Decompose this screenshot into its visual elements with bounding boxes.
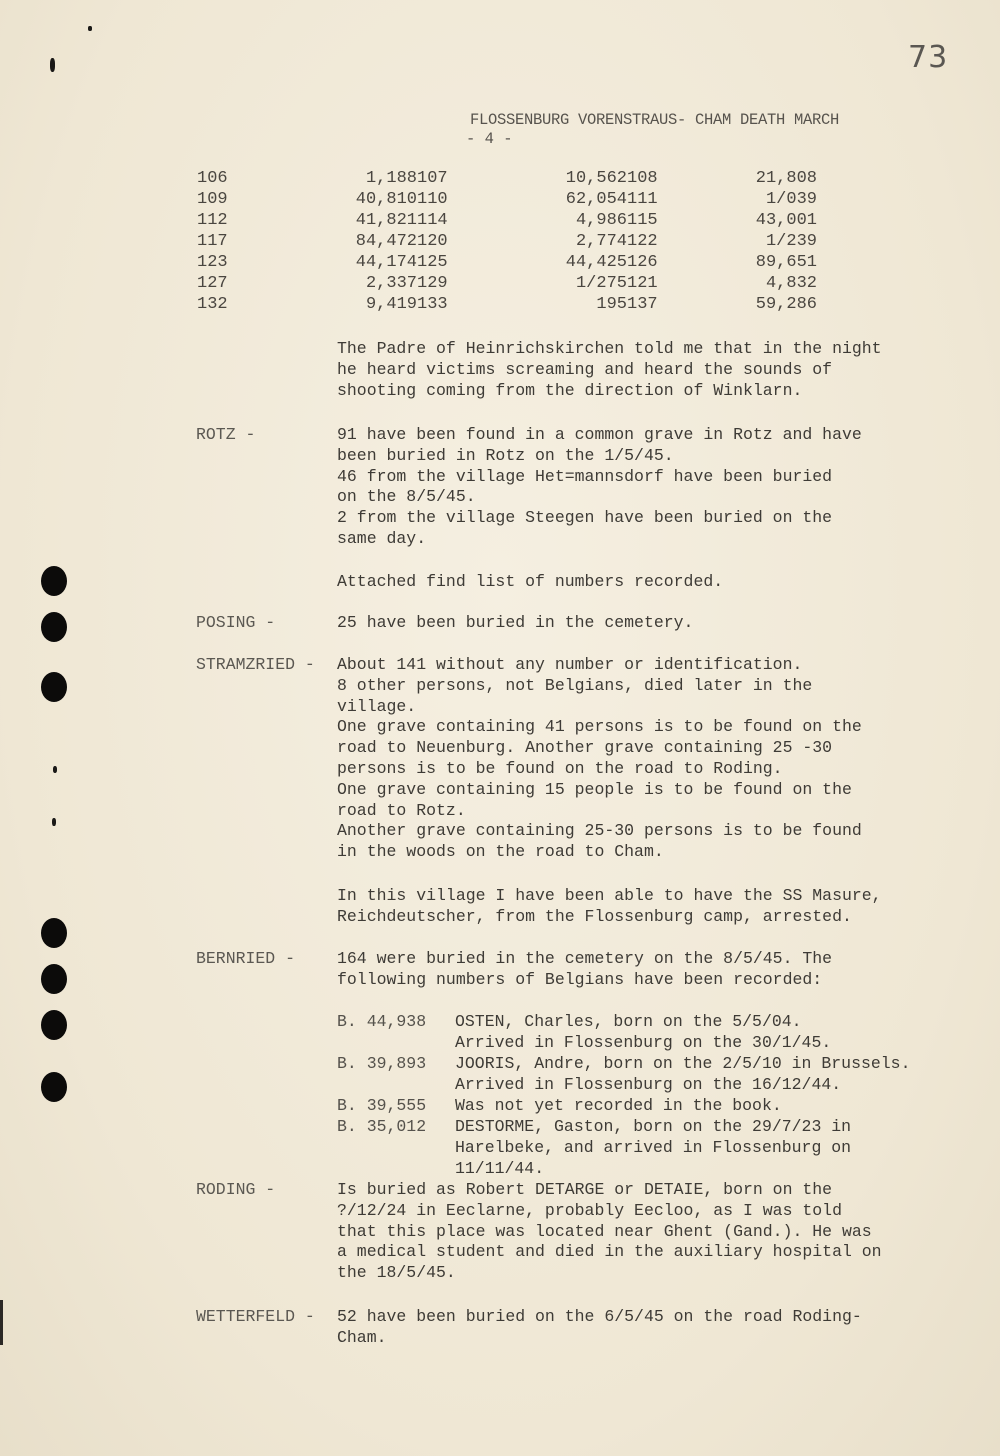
entry-index-cell: 123 xyxy=(197,253,228,272)
prisoner-count-cell: 1,188 xyxy=(365,169,417,188)
number-table-row xyxy=(197,252,817,273)
document-page-marker: - 4 - xyxy=(466,130,513,148)
prisoner-number: B. 39,555 xyxy=(337,1096,427,1115)
wetterfeld-text: 52 have been buried on the 6/5/45 on the road Roding- Cham. xyxy=(337,1307,862,1347)
entry-index-cell: 129 xyxy=(417,274,448,293)
ink-speck xyxy=(88,26,92,31)
entry-index-cell: 108 xyxy=(627,169,658,188)
roding-label: RODING - xyxy=(196,1180,276,1199)
entry-index-cell: 106 xyxy=(197,169,228,188)
padre-paragraph: The Padre of Heinrichskirchen told me that in the night he heard victims screaming and heard the sounds of shooting coming from the direction of Winklarn. xyxy=(337,339,882,400)
prisoner-count-cell: 4,986 xyxy=(575,211,627,230)
number-table-row xyxy=(197,189,817,210)
prisoner-details: OSTEN, Charles, born on the 5/5/04. Arrived in Flossenburg on the 30/1/45. xyxy=(455,1012,832,1052)
prisoner-count-cell: 44,174 xyxy=(355,253,417,272)
prisoner-details: Was not yet recorded in the book. xyxy=(455,1096,782,1115)
prisoner-count-cell: 89,651 xyxy=(755,253,817,272)
prisoner-details: JOORIS, Andre, born on the 2/5/10 in Brussels. Arrived in Flossenburg on the 16/12/44. xyxy=(455,1054,911,1094)
stamsried-arrest-text: In this village I have been able to have the SS Masure, Reichdeutscher, from the Flossenburg camp, arrested. xyxy=(337,886,882,926)
posing-text: 25 have been buried in the cemetery. xyxy=(337,613,694,632)
punch-hole xyxy=(41,1010,67,1040)
prisoner-count-cell: 59,286 xyxy=(755,295,817,314)
prisoner-count-cell: 1/275 xyxy=(575,274,627,293)
entry-index-cell: 117 xyxy=(197,232,228,251)
document-title: FLOSSENBURG VORENSTRAUS- CHAM DEATH MARCH xyxy=(470,111,840,129)
number-table-row xyxy=(197,168,817,189)
prisoner-count-cell: 4,832 xyxy=(765,274,817,293)
number-table-row xyxy=(197,294,817,315)
prisoner-count-cell: 84,472 xyxy=(355,232,417,251)
roding-text: Is buried as Robert DETARGE or DETAIE, born on the ?/12/24 in Eeclarne, probably Eecloo, as I was told that this place was located near Ghent (Gand.). He was a medical student and died in the auxiliary hospital on the 18/5/45. xyxy=(337,1180,882,1283)
bernried-label: BERNRIED - xyxy=(196,949,296,968)
entry-index-cell: 127 xyxy=(197,274,228,293)
prisoner-count-cell: 62,054 xyxy=(565,190,627,209)
punch-hole xyxy=(41,672,67,702)
prisoner-count-cell: 2,337 xyxy=(365,274,417,293)
prisoner-count-cell: 1/239 xyxy=(765,232,817,251)
ink-speck xyxy=(50,58,55,72)
punch-hole xyxy=(41,612,67,642)
entry-index-cell: 125 xyxy=(417,253,448,272)
bernried-text: 164 were buried in the cemetery on the 8/5/45. The following numbers of Belgians have been recorded: xyxy=(337,949,833,989)
number-table xyxy=(197,168,817,315)
rotz-note: Attached find list of numbers recorded. xyxy=(337,572,724,591)
entry-index-cell: 121 xyxy=(627,274,658,293)
prisoner-count-cell: 195 xyxy=(596,295,627,314)
entry-index-cell: 114 xyxy=(417,211,448,230)
wetterfeld-label: WETTERFELD - xyxy=(196,1307,315,1326)
page-number: 73 xyxy=(908,40,949,75)
entry-index-cell: 107 xyxy=(417,169,448,188)
entry-index-cell: 109 xyxy=(197,190,228,209)
entry-index-cell: 122 xyxy=(627,232,658,251)
number-table-row xyxy=(197,273,817,294)
prisoner-number: B. 35,012 xyxy=(337,1117,427,1136)
posing-label: POSING - xyxy=(196,613,276,632)
number-table-row xyxy=(197,210,817,231)
prisoner-count-cell: 41,821 xyxy=(355,211,417,230)
entry-index-cell: 111 xyxy=(627,190,658,209)
prisoner-count-cell: 2,774 xyxy=(575,232,627,251)
prisoner-details: DESTORME, Gaston, born on the 29/7/23 in Harelbeke, and arrived in Flossenburg on 11/11/44. xyxy=(455,1117,852,1178)
prisoner-count-cell: 9,419 xyxy=(365,295,417,314)
rotz-text: 91 have been found in a common grave in Rotz and have been buried in Rotz on the 1/5/45. 46 from the village Het=mannsdorf have been buried on the 8/5/45. 2 from the village Steegen have been buried on the same day. xyxy=(337,425,862,548)
prisoner-count-cell: 1/039 xyxy=(765,190,817,209)
prisoner-count-cell: 10,562 xyxy=(565,169,627,188)
stamsried-text: About 141 without any number or identification. 8 other persons, not Belgians, died later in the village. One grave containing 41 persons is to be found on the road to Neuenburg. Another grave containing 25 -30 persons is to be found on the road to Roding. One grave containing 15 people is to be found on the road to Rotz. Another grave containing 25-30 persons is to be found in the woods on the road to Cham. xyxy=(337,655,862,862)
stamsried-label: STRAMZRIED - xyxy=(196,655,315,674)
punch-hole xyxy=(41,1072,67,1102)
entry-index-cell: 126 xyxy=(627,253,658,272)
prisoner-count-cell: 40,810 xyxy=(355,190,417,209)
punch-hole xyxy=(41,918,67,948)
entry-index-cell: 137 xyxy=(627,295,658,314)
entry-index-cell: 120 xyxy=(417,232,448,251)
prisoner-number: B. 39,893 xyxy=(337,1054,427,1073)
entry-index-cell: 112 xyxy=(197,211,228,230)
prisoner-count-cell: 44,425 xyxy=(565,253,627,272)
number-table-row xyxy=(197,231,817,252)
prisoner-count-cell: 21,808 xyxy=(755,169,817,188)
punch-hole xyxy=(41,566,67,596)
prisoner-number: B. 44,938 xyxy=(337,1012,427,1031)
rotz-label: ROTZ - xyxy=(196,425,256,444)
prisoner-count-cell: 43,001 xyxy=(755,211,817,230)
ink-speck xyxy=(53,766,57,773)
entry-index-cell: 110 xyxy=(417,190,448,209)
punch-hole xyxy=(41,964,67,994)
entry-index-cell: 132 xyxy=(197,295,228,314)
entry-index-cell: 115 xyxy=(627,211,658,230)
scan-edge-mark xyxy=(0,1300,3,1345)
entry-index-cell: 133 xyxy=(417,295,448,314)
ink-speck xyxy=(52,818,56,826)
